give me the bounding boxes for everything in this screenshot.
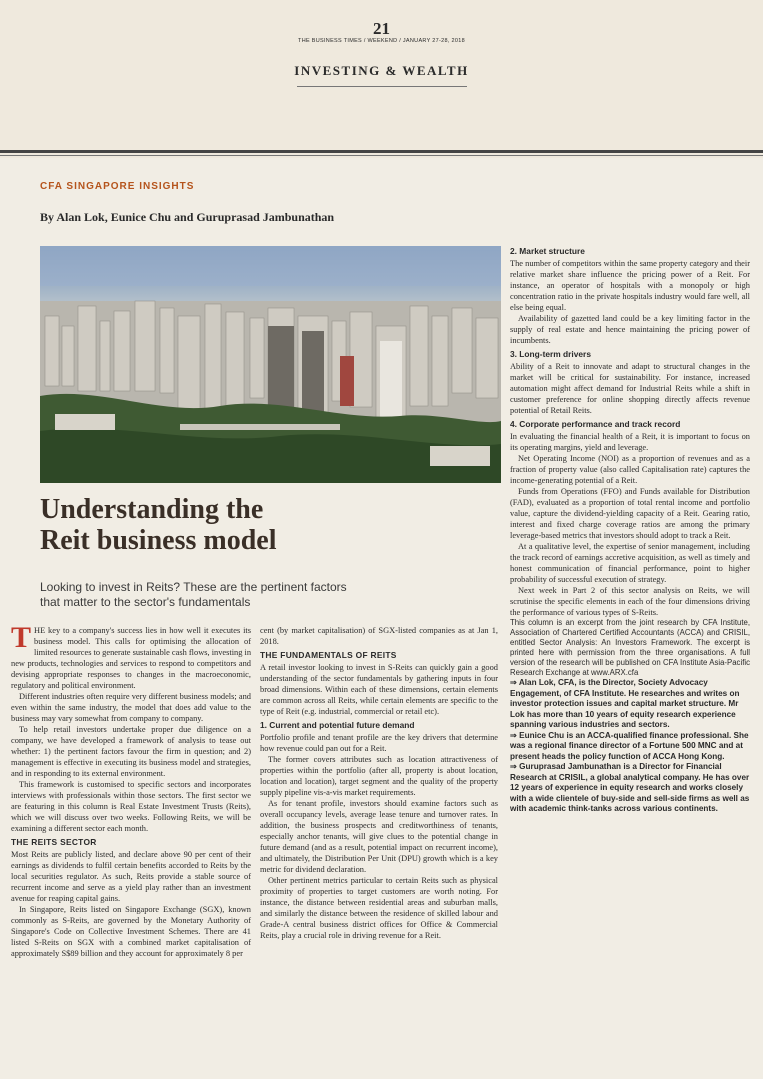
paragraph: Funds from Operations (FFO) and Funds available for Distribution (FAD), evaluated as a proportion of total rental income and portfolio value, capture the dividend-yielding capacity of a Reit. Gearing ratio, interest and fixed charge coverage ratios are among the primary leverage-based metrics that investors should adopt to track a Reit. bbox=[510, 487, 750, 540]
article-column-1 bbox=[11, 621, 252, 959]
publication-line: THE BUSINESS TIMES / WEEKEND / JANUARY 27-28, 2018 bbox=[298, 38, 465, 44]
excerpt-note: This column is an excerpt from the joint research by CFA Institute, Association of Chartered Certified Accountants (ACCA) and CRISIL, entitled Sector Analysis: An Investors Framework. The excerpt is printed here with permission from the three organisations. A full version of the research will be published on CFA Institute Asia-Pacific Research Exchange at www.ARX.cfa bbox=[510, 618, 750, 677]
drop-cap: T bbox=[11, 621, 32, 654]
author-bio-alan-lok: ⇒ Alan Lok, CFA, is the Director, Society Advocacy Engagement, of CFA Institute. He researches and writes on investor protection issues and capital market structure. Mr Lok has more than 10 years of equity research experience spanning various industries and sectors. bbox=[510, 678, 740, 729]
paragraph: Ability of a Reit to innovate and adapt to structural changes in the market will be critical for sustainability. For instance, increased automation might affect demand for Industrial Reits while a shift in customer preference for online shopping directly affects revenue potential of Retail Reits. bbox=[510, 362, 750, 415]
article-byline: By Alan Lok, Eunice Chu and Guruprasad Jambunathan bbox=[40, 210, 335, 224]
arrow-icon: ⇒ bbox=[510, 730, 520, 740]
paragraph: Net Operating Income (NOI) as a proportion of revenues and as a fraction of property value (also called Capitalisation rate) captures the income-generating potential of a Reit. bbox=[510, 454, 750, 485]
author-bio-eunice-chu: ⇒ Eunice Chu is an ACCA-qualified finance professional. She was a regional finance director of a Fortune 500 MNC and at present heads the policy function of ACCA Hong Kong. bbox=[510, 730, 749, 761]
article-headline bbox=[40, 494, 276, 556]
subhead-market-structure: 2. Market structure bbox=[510, 246, 585, 256]
paragraph: Next week in Part 2 of this sector analysis on Reits, we will scrutinise the specific elements in each of the four dimensions driving the performance of various types of S-Reits. bbox=[510, 586, 750, 617]
paragraph: cent (by market capitalisation) of SGX-listed companies as at Jan 1, 2018. bbox=[260, 626, 498, 646]
clipping-edge bbox=[0, 150, 763, 153]
paragraph: In evaluating the financial health of a Reit, it is important to focus on its operating margins, yield and leverage. bbox=[510, 432, 750, 452]
paragraph: The number of competitors within the same property category and their relative market share influence the pricing power of a Reit. For instance, an operator of hospitals with a monopoly or high concentration ratio in the private hospitals industry would fare well, all else being equal. bbox=[510, 259, 750, 312]
page-number: 21 bbox=[373, 19, 390, 38]
article-deck: Looking to invest in Reits? These are the pertinent factors that matter to the sector's fundamentals bbox=[40, 580, 347, 609]
arrow-icon: ⇒ bbox=[510, 678, 519, 687]
clipping-edge-inner bbox=[0, 155, 763, 156]
subhead-fundamentals: THE FUNDAMENTALS OF REITS bbox=[260, 650, 397, 660]
headline-line-1: Understanding the bbox=[40, 494, 264, 525]
paragraph: This framework is customised to specific sectors and incorporates interviews with professionals within those sectors. The first sector we are featuring in this column is Real Estate Investment Trusts (Reits), which we will discuss over two weeks. Following Reits, we will be examining a different sector each month. bbox=[11, 780, 251, 833]
article-column-3 bbox=[510, 243, 750, 815]
article-column-2 bbox=[260, 625, 498, 941]
subhead-corporate-performance: 4. Corporate performance and track record bbox=[510, 419, 681, 429]
paragraph: A retail investor looking to invest in S-Reits can quickly gain a good understanding of the sector fundamentals by gathering inputs in four broad dimensions. Within each of these dimensions, certain elements are common across all Reits, while certain elements are specific to the type of Reit (e.g. industrial, commercial or retail etc). bbox=[260, 663, 498, 716]
subhead-demand: 1. Current and potential future demand bbox=[260, 720, 415, 730]
paragraph: As for tenant profile, investors should examine factors such as overall occupancy levels, average lease tenure and turnover rates. In addition, the business prospects and creditworthiness of tenants, especially anchor tenants, will give clues to the potential change in future demand (and as a result, potential impact on recurrent income), and ultimately, the Distribution Per Unit (DPU) growth which is a key metric for dividend declaration. bbox=[260, 799, 498, 874]
paragraph: Different industries often require very different business models; and even within the same industry, the model that does add value to the business may vary somewhat from company to company. bbox=[11, 692, 251, 723]
paragraph: The former covers attributes such as location attractiveness of properties within the portfolio (after all, property is about location, location and location), target segment and the quality of the property supply pipeline vis-a-vis market requirements. bbox=[260, 755, 498, 797]
paragraph: Availability of gazetted land could be a key limiting factor in the supply of real estate and hence maintaining the pricing power of incumbents. bbox=[510, 314, 750, 345]
header-rule bbox=[297, 86, 467, 87]
paragraph: At a qualitative level, the expertise of senior management, including the track record of earnings accretive acquisition, as well as timely and honest communication of financial performance, point to higher probability of successful execution of strategy. bbox=[510, 542, 750, 584]
article-kicker: CFA SINGAPORE INSIGHTS bbox=[40, 181, 195, 192]
paragraph: Portfolio profile and tenant profile are the key drivers that determine how revenue could pan out for a Reit. bbox=[260, 733, 498, 753]
page-header bbox=[0, 0, 763, 150]
paragraph: Most Reits are publicly listed, and declare above 90 per cent of their earnings as dividends to fulfil certain benefits accorded to Reits by the local securities regulator. As such, Reits provide a stable source of recurrent income and serve as a yield play rather than an investment avenue for reaping capital gains. bbox=[11, 850, 251, 903]
paragraph: To help retail investors undertake proper due diligence on a company, we have developed a framework of analysis to tease out whether: 1) the pertinent factors favour the firm in question; and 2) management is effective in executing its business model and strategies, and in responding to its external environment. bbox=[11, 725, 251, 778]
section-title: INVESTING & WEALTH bbox=[294, 63, 469, 78]
singapore-skyline-photo bbox=[40, 246, 501, 483]
subhead-long-term-drivers: 3. Long-term drivers bbox=[510, 349, 591, 359]
paragraph: Other pertinent metrics particular to certain Reits such as physical proximity of properties to target customers are worth noting. For instance, the distance between residential areas and suburban malls, and similarly the distance between the residence of skilled labour and Grade-A central business district offices for Office & Commercial Reits, play a crucial role in driving revenue for a Reit. bbox=[260, 876, 498, 940]
subhead-reits-sector: THE REITS SECTOR bbox=[11, 837, 97, 847]
paragraph: In Singapore, Reits listed on Singapore Exchange (SGX), known commonly as S-Reits, are governed by the Monetary Authority of Singapore's Code on Collective Investment Schemes. There are 41 listed S-Reits on SGX with a combined market capitalisation of approximately S$89 billion and they account for approximately 8 per bbox=[11, 905, 251, 958]
arrow-icon: ⇒ bbox=[510, 762, 520, 771]
paragraph: THE key to a company's success lies in how well it executes its business model. This calls for optimising the allocation of limited resources to generate sustainable cash flows, investing in new products, technologies and services to respond to competitors and devising appropriate responses to changes in the macroeconomic, regulatory and political environment. bbox=[11, 621, 252, 690]
headline-line-2: Reit business model bbox=[40, 525, 277, 556]
author-bio-guruprasad: ⇒ Guruprasad Jambunathan is a Director for Financial Research at CRISIL, a global analytical company. He has over 12 years of experience in equity research and works closely with a wide clientele of buy-side and sell-side firms as well as with academic think-tanks across various continents. bbox=[510, 762, 750, 813]
